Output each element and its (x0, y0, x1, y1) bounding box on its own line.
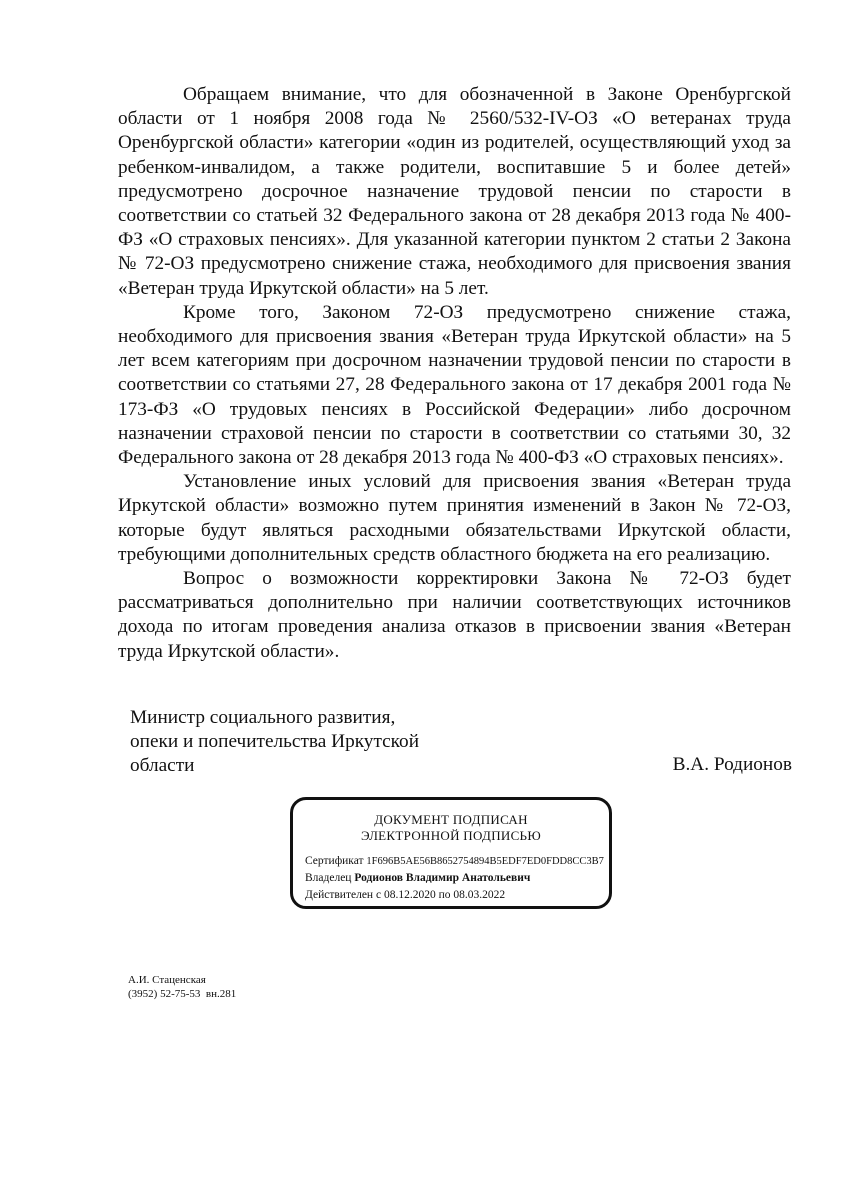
label: Владелец (305, 872, 352, 884)
position-line: Министр социального развития, (130, 707, 396, 728)
stamp-owner (305, 872, 530, 884)
paragraph: Обращаем внимание, что для обозначенной в Законе Оренбургской области от 1 ноября 2008 года № 2560/532-IV-ОЗ «О ветеранах труда Оренбургской области» категории «один из родителей, осуществляющий уход за ребенком-инвалидом, а также родители, воспитавшие 5 и более детей» предусмотрено досрочное назначение трудовой пенсии по старости в соответствии со статьей 32 Федерального закона от 28 декабря 2013 года № 400-ФЗ «О страховых пенсиях». Для указанной категории пунктом 2 статьи 2 Закона № 72-ОЗ предусмотрено снижение стажа, необходимого для присвоения звания «Ветеран труда Иркутской области» на 5 лет. (118, 84, 791, 299)
letter-body (118, 83, 791, 664)
value: Родионов Владимир Анатольевич (354, 872, 531, 884)
value: 08.12.2020 (383, 889, 436, 901)
signatory-position (130, 706, 419, 779)
stamp-title-line: ЭЛЕКТРОННОЙ ПОДПИСЬЮ (361, 828, 541, 843)
value: 08.03.2022 (453, 889, 506, 901)
executor-info (128, 973, 236, 1001)
position-line: опеки и попечительства Иркутской (130, 731, 420, 753)
label: Действителен с (305, 889, 382, 901)
signatory-name: В.А. Родионов (672, 754, 792, 775)
stamp-certificate (305, 855, 604, 867)
label: Сертификат (305, 855, 364, 867)
stamp-title (293, 812, 609, 844)
executor-name: А.И. Стаценская (128, 974, 206, 986)
stamp-validity (305, 889, 505, 901)
paragraph: Кроме того, Законом 72-ОЗ предусмотрено снижение стажа, необходимого для присвоения звания «Ветеран труда Иркутской области» на 5 лет всем категориям при досрочном назначении трудовой пенсии по старости в соответствии со статьями 27, 28 Федерального закона от 17 декабря 2001 года № 173-ФЗ «О трудовых пенсиях в Российской Федерации» либо досрочном назначении страховой пенсии по старости в соответствии со статьями 30, 32 Федерального закона от 28 декабря 2013 года № 400-ФЗ «О страховых пенсиях». (118, 301, 791, 469)
label: по (438, 889, 451, 901)
stamp-title-line: ДОКУМЕНТ ПОДПИСАН (374, 812, 528, 827)
executor-phone: (3952) 52-75-53 вн.281 (128, 988, 237, 1000)
value: 1F696B5AE56B8652754894B5EDF7ED0FDD8CC3B7 (366, 856, 604, 867)
paragraph: Вопрос о возможности корректировки Закона № 72-ОЗ будет рассматриваться дополнительно при наличии соответствующих источников дохода по итогам проведения анализа отказов в присвоении звания «Ветеран труда Иркутской области». (118, 568, 791, 662)
position-line: области (130, 755, 195, 777)
paragraph: Установление иных условий для присвоения звания «Ветеран труда Иркутской области» возможно путем принятия изменений в Закон № 72-ОЗ, которые будут являться расходными обязательствами Иркутской области, требующими дополнительных средств областного бюджета на его реализацию. (118, 471, 791, 565)
electronic-signature-stamp (290, 797, 612, 909)
